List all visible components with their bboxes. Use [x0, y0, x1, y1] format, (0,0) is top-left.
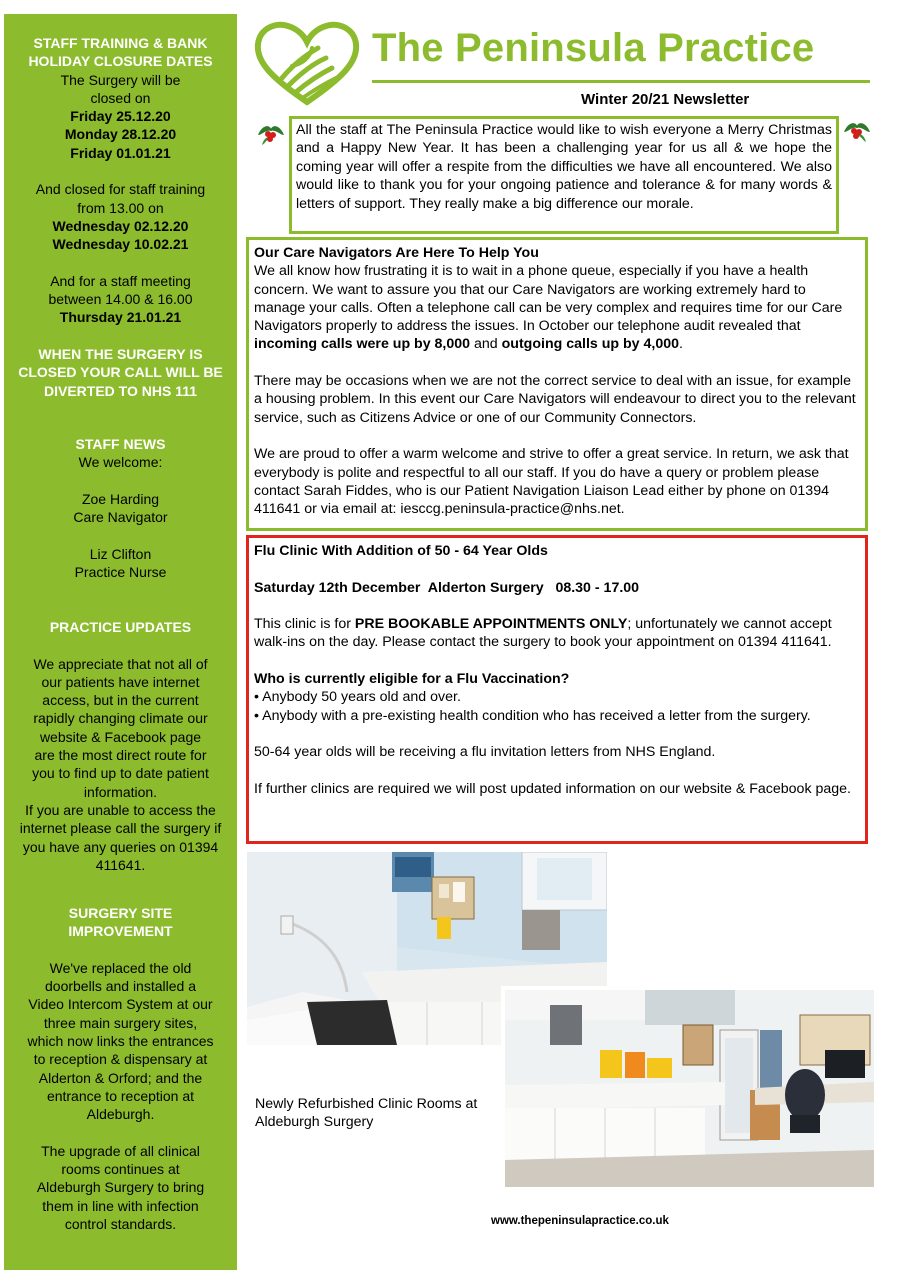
training-date: Wednesday 02.12.20 — [52, 217, 189, 234]
closures-section — [4, 34, 237, 400]
divert-notice: WHEN THE SURGERY IS CLOSED YOUR CALL WILL BE DIVERTED TO NHS 111 — [18, 346, 223, 399]
newsletter-issue: Winter 20/21 Newsletter — [581, 91, 750, 108]
outgoing-calls-stat: outgoing calls up by 4,000 — [501, 336, 680, 353]
incoming-calls-stat: incoming calls were up by 8,000 — [254, 336, 471, 353]
closure-date: Friday 01.01.21 — [70, 144, 171, 161]
care-navigators-heading: Our Care Navigators Are Here To Help You — [254, 245, 539, 261]
further-clinics-note: If further clinics are required we will post updated information on our website & Facebook page. — [254, 780, 851, 797]
website-link[interactable]: www.thepeninsulapractice.co.uk — [491, 1215, 669, 1227]
training-date: Wednesday 10.02.21 — [52, 236, 189, 253]
staff-name: Liz Clifton — [89, 545, 152, 562]
photo-caption-text: Newly Refurbished Clinic Rooms at Aldeburgh Surgery — [255, 1096, 478, 1131]
flu-clinic-booking: This clinic is for PRE BOOKABLE APPOINTMENTS ONLY; unfortunately we cannot accept walk-ins on the day. Please contact the surgery to book your appointment on 01394 411641. — [254, 616, 832, 651]
staff-news-heading: STAFF NEWS — [75, 436, 166, 452]
practice-title: The Peninsula Practice — [372, 26, 815, 70]
flu-clinic-box — [246, 535, 868, 844]
site-upgrade: The upgrade of all clinical rooms continues at Aldeburgh Surgery to bring them in line with infection control standards. — [36, 1142, 205, 1233]
eligibility-heading: Who is currently eligible for a Flu Vaccination? — [254, 671, 570, 688]
sidebar — [4, 14, 237, 1270]
closures-intro: The Surgery will be closed on — [60, 71, 181, 106]
site-heading: SURGERY SITE IMPROVEMENT — [68, 905, 173, 940]
staff-news-section — [4, 435, 237, 581]
navigators-paragraph: We all know how frustrating it is to wait in a phone queue, especially if you have a health concern. We want to assure you that our Care Navigators are working extremely hard to manage your calls. Often a telephone call can be very complex and requires time for our Care Navigators properly to address the issues. In October our telephone audit revealed that incoming calls were up by 8,000 and outgoing calls up by 4,000. — [254, 263, 843, 353]
updates-section — [4, 618, 237, 874]
site-text: We've replaced the old doorbells and installed a Video Intercom System at our three main surgery sites, which now links the entrances to reception & dispensary at Alderton & Orford; and the entrance to reception at Aldeburgh. — [27, 959, 214, 1123]
flu-invitation-note: 50-64 year olds will be receiving a flu invitation letters from NHS England. — [254, 744, 716, 761]
training-intro: And closed for staff training from 13.00 on — [35, 181, 206, 216]
updates-contact: If you are unable to access the internet please call the surgery if you have any queries on 01394 411641. — [19, 801, 222, 873]
site-section — [4, 904, 237, 1233]
closures-heading: STAFF TRAINING & BANK HOLIDAY CLOSURE DATES — [28, 35, 213, 70]
staff-role: Care Navigator — [73, 509, 168, 526]
heart-hands-icon — [252, 18, 362, 108]
flu-clinic-date: Saturday 12th December Alderton Surgery 08.30 - 17.00 — [254, 579, 640, 596]
meeting-intro: And for a staff meeting between 14.00 & 16.00 — [48, 272, 193, 308]
navigators-paragraph: There may be occasions when we are not the correct service to deal with an issue, for example a housing problem. In this event our Care Navigators will endeavour to direct you to the relevant service, such as Citizens Advice or one of our Community Connectors. — [254, 373, 856, 426]
photo-caption — [255, 1095, 487, 1132]
staff-name: Zoe Harding — [81, 490, 160, 507]
updates-heading: PRACTICE UPDATES — [49, 619, 192, 635]
navigators-contact: We are proud to offer a warm welcome and strive to offer a great service. In return, we ask that everybody is polite and respectful to all our staff. If you do have a query or problem please contact Sarah Fiddes, who is our Patient Navigation Liaison Lead either by phone on 01394 411641 or via email at: iesccg.peninsula-practice@nhs.net. — [254, 446, 849, 518]
season-greeting: All the staff at The Peninsula Practice would like to wish everyone a Merry Christmas and a Happy New Year. It has been a challenging year for us all & we hope the coming year will offer a respite from the difficulties we have all encountered. We also would like to thank you for your ongoing patience and tolerance & for many words & letters of support. They really make a big difference our morale. — [296, 122, 832, 212]
staff-news-intro: We welcome: — [78, 454, 163, 471]
flu-clinic-heading: Flu Clinic With Addition of 50 - 64 Year Olds — [254, 543, 548, 559]
care-navigators-box — [246, 237, 868, 531]
holly-icon — [840, 114, 874, 146]
holly-icon — [254, 117, 288, 149]
updates-text: We appreciate that not all of our patients have internet access, but in the current rapidly changing climate our website & Facebook page are the most direct route for you to find up to date patient information. — [32, 655, 209, 800]
closure-date: Monday 28.12.20 — [64, 126, 177, 143]
closure-date: Friday 25.12.20 — [70, 108, 171, 125]
season-greeting-box — [289, 116, 839, 234]
meeting-date: Thursday 21.01.21 — [59, 309, 182, 326]
eligibility-item: • Anybody 50 years old and over. — [254, 689, 461, 706]
staff-role: Practice Nurse — [74, 564, 167, 581]
clinic-room-photo — [501, 986, 874, 1187]
title-underline — [372, 80, 870, 83]
eligibility-item: • Anybody with a pre-existing health condition who has received a letter from the surgery. — [254, 707, 811, 724]
